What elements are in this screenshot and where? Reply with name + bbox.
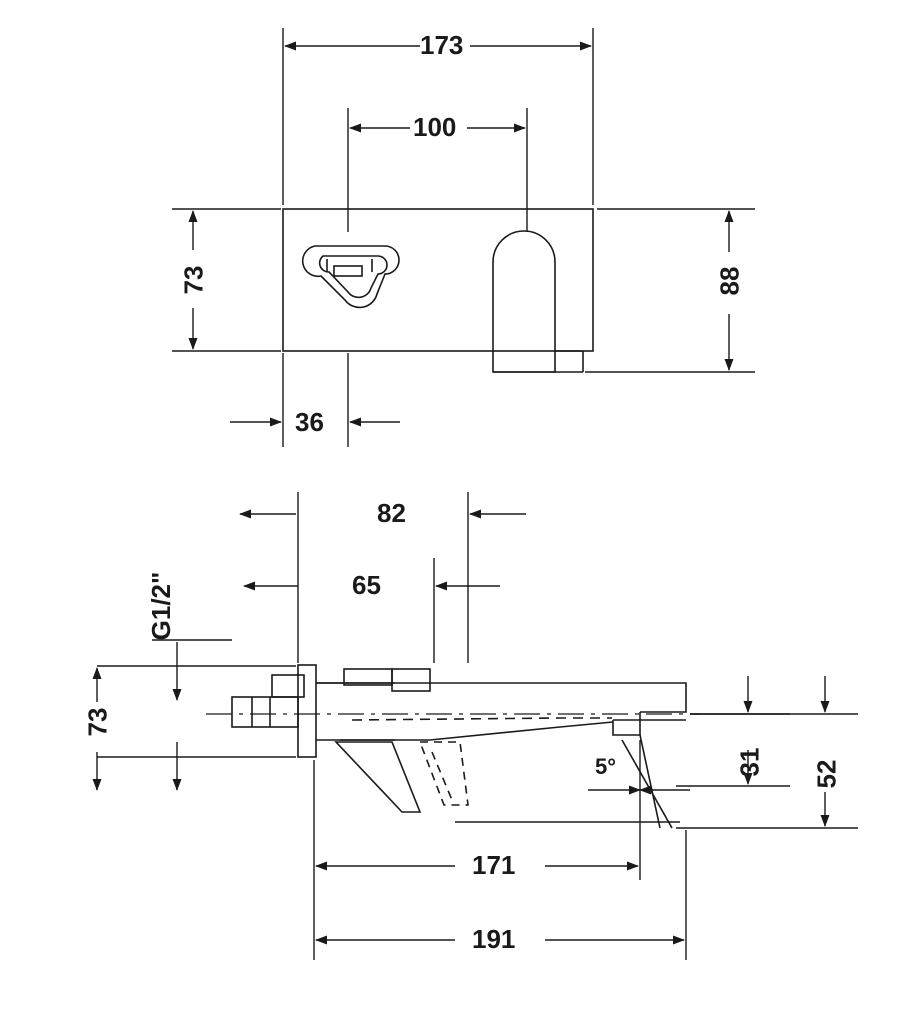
dim-label-31: 31 — [734, 747, 765, 777]
dim-label-100: 100 — [413, 112, 457, 142]
front-view-geometry — [283, 209, 593, 372]
dim-52 — [676, 676, 858, 828]
dim-label-52: 52 — [811, 759, 842, 789]
dim-label-g12: G1/2" — [146, 571, 176, 641]
dim-label-5-degree: 5° — [595, 754, 617, 779]
dim-label-82: 82 — [377, 498, 406, 528]
dim-label-36: 36 — [295, 407, 324, 437]
side-view-geometry — [206, 665, 700, 828]
dim-label-65: 65 — [352, 570, 381, 600]
dim-label-88: 88 — [714, 266, 745, 296]
dim-label-173: 173 — [420, 30, 464, 60]
dim-label-191: 191 — [472, 924, 516, 954]
dim-label-171: 171 — [472, 850, 516, 880]
dim-label-73-front: 73 — [178, 265, 209, 295]
dim-31 — [676, 676, 790, 786]
dim-label-73-side: 73 — [82, 707, 113, 737]
